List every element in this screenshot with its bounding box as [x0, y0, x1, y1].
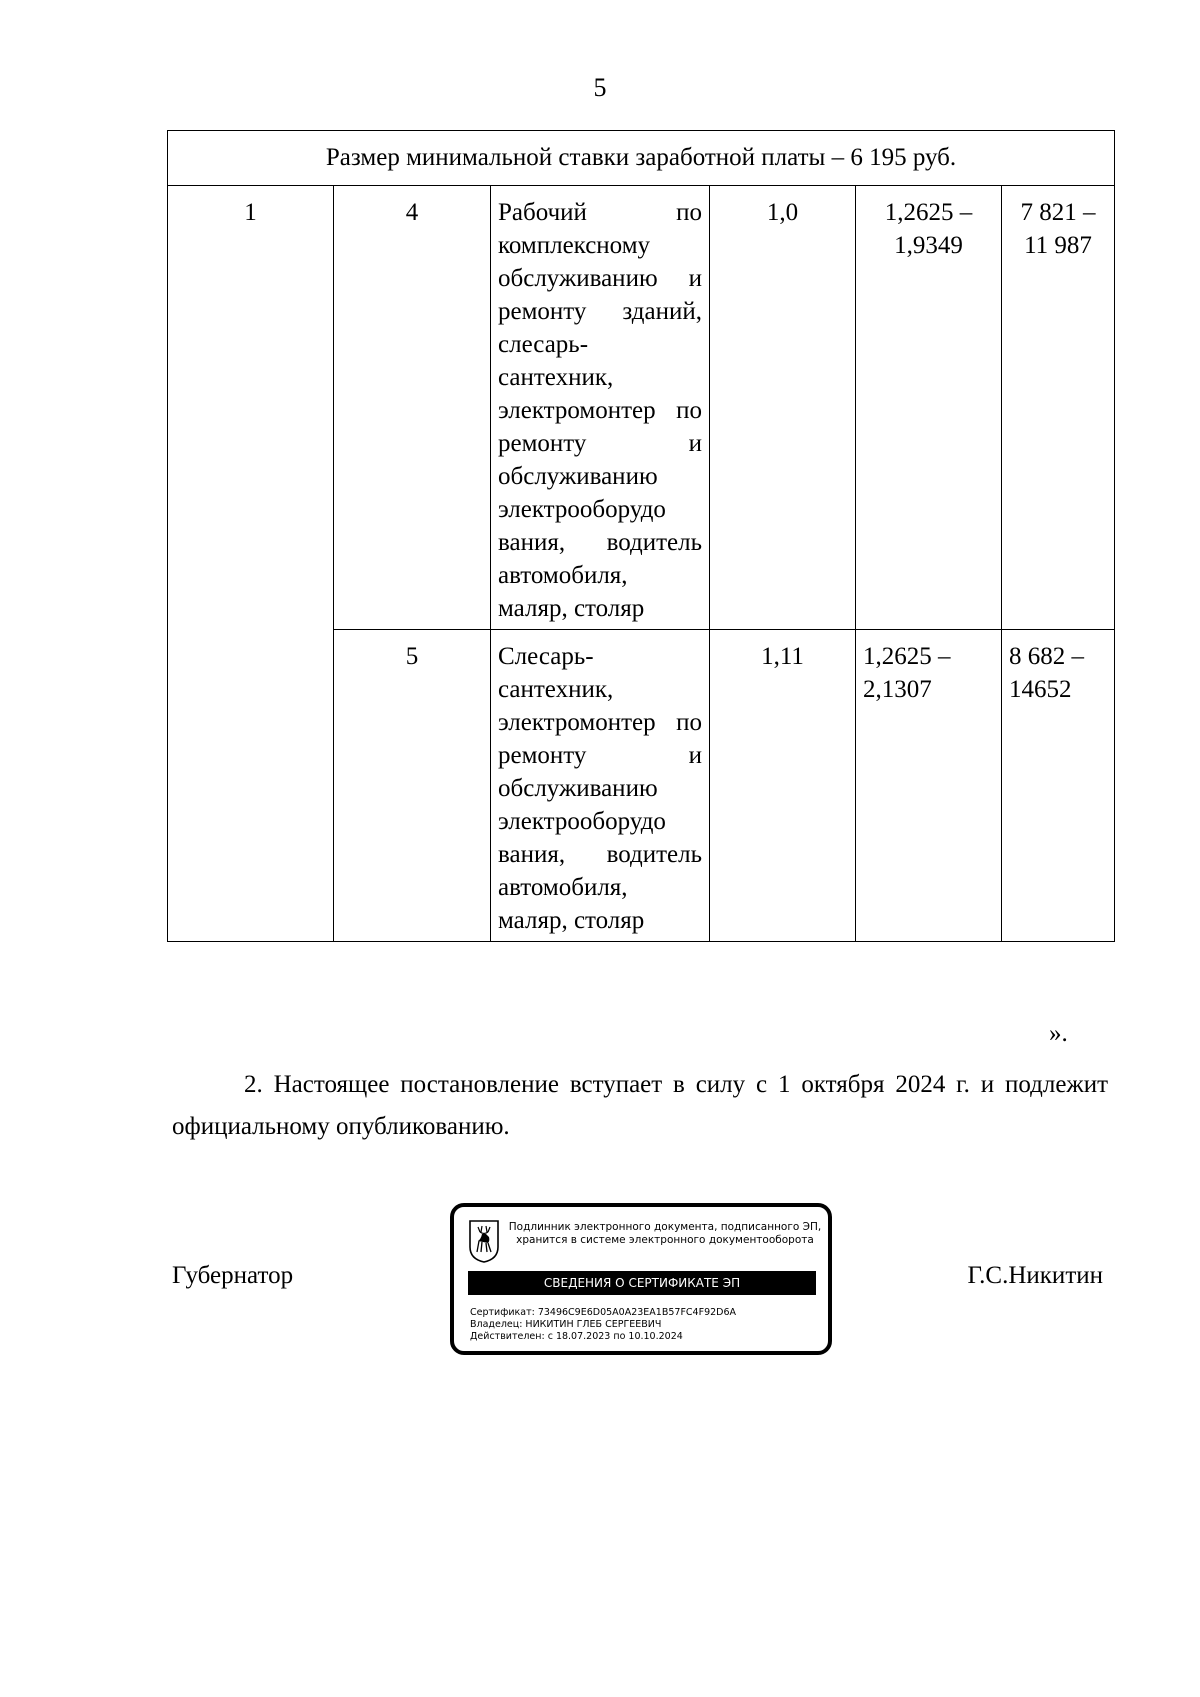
coefficient-range-cell: 1,2625 – 1,9349 — [856, 186, 1002, 630]
group-number-cell: 1 — [168, 186, 334, 942]
table-row — [168, 186, 1115, 630]
coefficient-range-cell: 1,2625 – 2,1307 — [856, 630, 1002, 942]
stamp-details — [470, 1307, 820, 1343]
certificate-number: Сертификат: 73496C9E6D05A0A23EA1B57FC4F92D6A — [470, 1307, 737, 1318]
stamp-header-line: хранится в системе электронного документооборота — [516, 1234, 814, 1246]
nizhny-novgorod-deer-emblem-icon — [468, 1219, 500, 1263]
table-header-row — [168, 131, 1115, 186]
electronic-signature-stamp — [450, 1203, 832, 1355]
level-cell: 4 — [334, 186, 491, 630]
closing-quote: ». — [1049, 1020, 1068, 1047]
positions-cell: Слесарь-сантехник, электромонтер по ремонту и обслуживанию электрооборудо вания, водитель автомобиля, маляр, столяр — [491, 630, 710, 942]
signer-name: Г.С.Никитин — [967, 1262, 1103, 1289]
wage-table — [167, 130, 1115, 942]
signer-title: Губернатор — [172, 1262, 294, 1289]
stamp-certificate-bar: СВЕДЕНИЯ О СЕРТИФИКАТЕ ЭП — [468, 1271, 816, 1295]
salary-cell: 8 682 – 14652 — [1002, 630, 1115, 942]
stamp-header — [506, 1221, 824, 1247]
table-header-cell: Размер минимальной ставки заработной платы – 6 195 руб. — [168, 131, 1115, 186]
body-paragraph: 2. Настоящее постановление вступает в силу с 1 октября 2024 г. и подлежит официальному опубликованию. — [172, 1071, 1108, 1140]
certificate-validity: Действителен: с 18.07.2023 по 10.10.2024 — [470, 1331, 683, 1342]
coefficient-cell: 1,0 — [710, 186, 856, 630]
certificate-owner: Владелец: НИКИТИН ГЛЕБ СЕРГЕЕВИЧ — [470, 1319, 662, 1330]
stamp-header-line: Подлинник электронного документа, подписанного ЭП, — [508, 1221, 822, 1233]
coefficient-cell: 1,11 — [710, 630, 856, 942]
page-number: 5 — [593, 73, 607, 102]
level-cell: 5 — [334, 630, 491, 942]
positions-cell: Рабочий по комплексному обслуживанию и ремонту зданий, слесарь-сантехник, электромонтер по ремонту и обслуживанию электрооборудо вания, водитель автомобиля, маляр, столяр — [491, 186, 710, 630]
salary-cell: 7 821 – 11 987 — [1002, 186, 1115, 630]
